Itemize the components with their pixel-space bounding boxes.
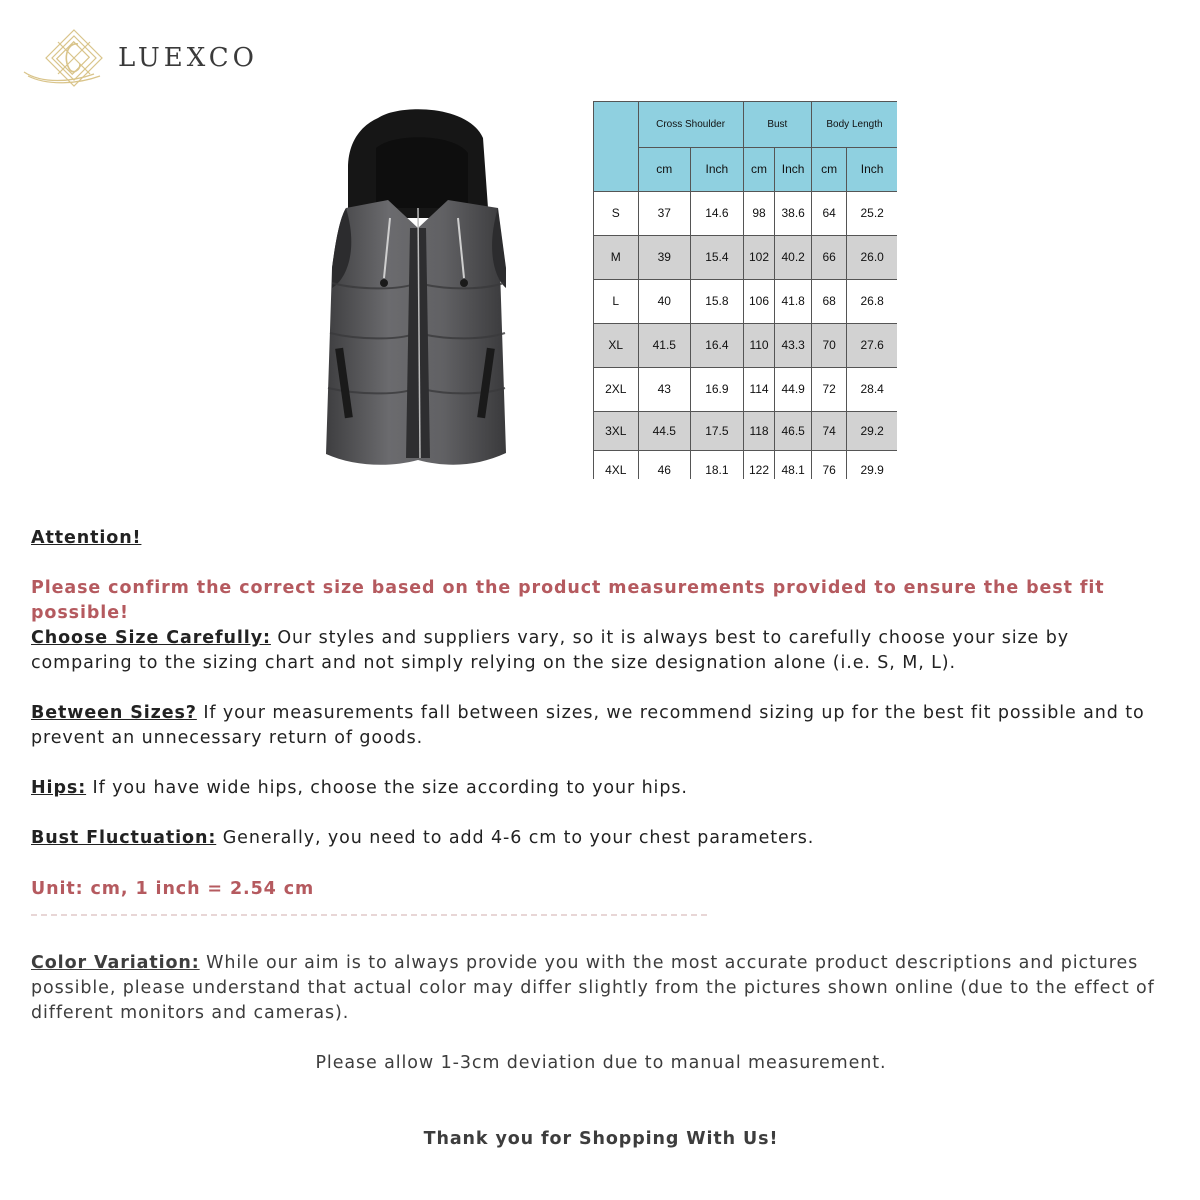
between-sizes-label: Between Sizes? (31, 703, 197, 723)
hips-text: If you have wide hips, choose the size according to your hips. (86, 778, 688, 798)
table-cell: 40 (638, 279, 691, 323)
confirm-size-notice: Please confirm the correct size based on the product measurements provided to ensure the best fit possible! (31, 578, 1105, 623)
table-cell: 70 (811, 323, 846, 367)
table-cell: 44.9 (775, 367, 812, 411)
table-cell: 25.2 (847, 191, 897, 235)
hooded-puffer-vest-image (318, 108, 518, 473)
table-cell: 14.6 (691, 191, 744, 235)
table-row (594, 235, 897, 279)
table-cell: 16.4 (691, 323, 744, 367)
table-cell: 41.5 (638, 323, 691, 367)
size-chart-group-header (594, 102, 897, 147)
table-cell: 68 (811, 279, 846, 323)
table-cell: 44.5 (638, 411, 691, 450)
unit-header: Inch (775, 147, 812, 191)
table-row (594, 323, 897, 367)
table-cell: 46 (638, 450, 691, 479)
between-sizes-paragraph (31, 701, 1171, 751)
table-cell: 40.2 (775, 235, 812, 279)
group-header-bust: Bust (743, 102, 811, 147)
group-header-body-length: Body Length (811, 102, 897, 147)
color-variation-label: Color Variation: (31, 953, 200, 973)
table-cell: 98 (743, 191, 775, 235)
luexco-monogram-logo-icon (22, 28, 114, 88)
brand-logo (22, 28, 258, 88)
table-cell: 106 (743, 279, 775, 323)
table-cell: 15.8 (691, 279, 744, 323)
choose-size-label: Choose Size Carefully: (31, 628, 271, 648)
table-row (594, 191, 897, 235)
size-cell: L (594, 279, 638, 323)
group-header-cross-shoulder: Cross Shoulder (638, 102, 743, 147)
hips-label: Hips: (31, 778, 87, 798)
attention-heading (31, 526, 1171, 551)
unit-header: cm (743, 147, 775, 191)
table-cell: 114 (743, 367, 775, 411)
size-cell: 2XL (594, 367, 638, 411)
deviation-note: Please allow 1-3cm deviation due to manual measurement. (315, 1053, 887, 1073)
bust-fluctuation-text: Generally, you need to add 4-6 cm to your chest parameters. (216, 828, 815, 848)
table-cell: 26.8 (847, 279, 897, 323)
table-cell: 41.8 (775, 279, 812, 323)
bust-fluctuation-paragraph (31, 826, 1171, 851)
size-cell: 4XL (594, 450, 638, 479)
choose-size-text: Our styles and suppliers vary, so it is always best to carefully choose your size by comparing to the sizing chart and not simply relying on the size designation alone (i.e. S, M, L). (31, 628, 1069, 673)
table-cell: 64 (811, 191, 846, 235)
table-cell: 46.5 (775, 411, 812, 450)
table-cell: 18.1 (691, 450, 744, 479)
color-variation-paragraph (31, 951, 1171, 1026)
table-row (594, 279, 897, 323)
unit-header: cm (638, 147, 691, 191)
unit-header: Inch (691, 147, 744, 191)
size-chart-unit-header (594, 147, 897, 191)
color-variation-text: While our aim is to always provide you with the most accurate product descriptions and pictures possible, please understand that actual color may differ slightly from the pictures shown online (due to the effect of different monitors and cameras). (31, 953, 1155, 1023)
hips-paragraph (31, 776, 1171, 801)
unit-note: Unit: cm, 1 inch = 2.54 cm (31, 879, 315, 899)
table-cell: 29.2 (847, 411, 897, 450)
table-cell: 74 (811, 411, 846, 450)
size-cell: M (594, 235, 638, 279)
table-row (594, 367, 897, 411)
dashed-divider (31, 914, 707, 916)
size-cell: S (594, 191, 638, 235)
unit-header: Inch (847, 147, 897, 191)
table-cell: 48.1 (775, 450, 812, 479)
attention-label: Attention! (31, 528, 142, 548)
table-cell: 72 (811, 367, 846, 411)
unit-header: cm (811, 147, 846, 191)
table-cell: 43 (638, 367, 691, 411)
table-cell: 16.9 (691, 367, 744, 411)
table-cell: 110 (743, 323, 775, 367)
table-cell: 17.5 (691, 411, 744, 450)
size-column-header (594, 102, 638, 191)
between-sizes-text: If your measurements fall between sizes, we recommend sizing up for the best fit possible and to prevent an unnecessary return of goods. (31, 703, 1145, 748)
table-cell: 39 (638, 235, 691, 279)
table-cell: 37 (638, 191, 691, 235)
choose-size-paragraph (31, 626, 1171, 676)
table-cell: 102 (743, 235, 775, 279)
table-cell: 29.9 (847, 450, 897, 479)
table-cell: 118 (743, 411, 775, 450)
table-cell: 66 (811, 235, 846, 279)
table-cell: 43.3 (775, 323, 812, 367)
table-cell: 26.0 (847, 235, 897, 279)
thank-you-message: Thank you for Shopping With Us! (423, 1129, 779, 1149)
table-cell: 27.6 (847, 323, 897, 367)
table-cell: 76 (811, 450, 846, 479)
size-cell: XL (594, 323, 638, 367)
bust-fluctuation-label: Bust Fluctuation: (31, 828, 217, 848)
table-cell: 28.4 (847, 367, 897, 411)
brand-name: LUEXCO (118, 43, 258, 73)
table-cell: 38.6 (775, 191, 812, 235)
table-row (594, 450, 897, 479)
size-chart-table (593, 101, 897, 479)
table-cell: 122 (743, 450, 775, 479)
size-cell: 3XL (594, 411, 638, 450)
table-cell: 15.4 (691, 235, 744, 279)
table-row (594, 411, 897, 450)
